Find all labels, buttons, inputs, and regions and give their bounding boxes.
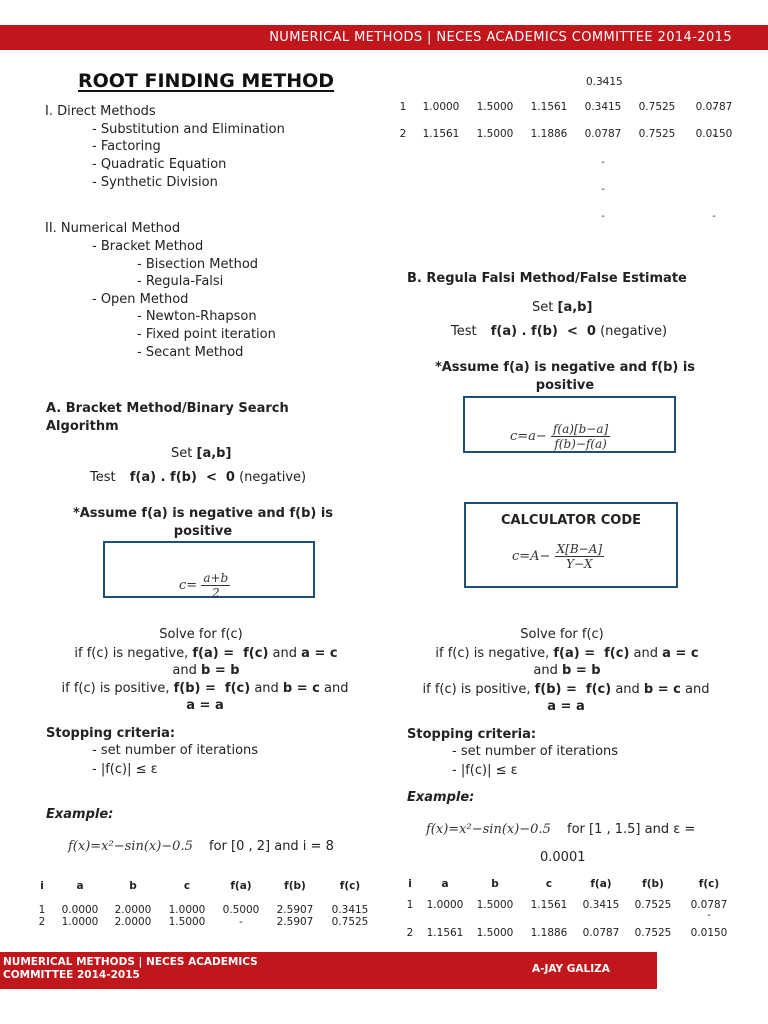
if-negative <box>407 645 727 679</box>
calculator-code-box <box>464 502 678 588</box>
table-cell <box>414 221 468 248</box>
test-note: (negative) <box>600 324 668 339</box>
table-row <box>392 113 744 140</box>
set-value: [a,b] <box>196 446 232 461</box>
formula-num: X[B−A] <box>556 542 603 556</box>
direct-item: - Factoring <box>92 139 161 154</box>
test-line <box>90 470 306 485</box>
if-positive <box>40 680 370 714</box>
table-cell: 1.1561 <box>530 101 568 113</box>
if-pos-pre: if f(c) is positive, <box>61 681 170 696</box>
if-pos-c: a = a <box>547 699 585 714</box>
table-cell: 1.1886 <box>530 927 568 939</box>
if-neg-b: a = c <box>662 646 699 661</box>
table-row <box>392 167 744 194</box>
numerical-heading: II. Numerical Method <box>45 221 181 236</box>
stopping-heading: Stopping criteria: <box>46 726 176 741</box>
test-expr: f(a) . f(b) < 0 <box>490 324 596 339</box>
formula-lhs: c=a− <box>510 429 547 444</box>
set-line <box>171 446 231 461</box>
formula-fraction <box>551 422 610 451</box>
table-cell: 1.0000 <box>168 904 206 916</box>
table-row <box>392 140 744 167</box>
table-cell: 1.0000 <box>426 899 464 911</box>
if-neg-and: and <box>172 663 197 678</box>
example-formula: f(x)=x²−sin(x)−0.5 <box>426 822 551 837</box>
table-cell <box>392 140 414 167</box>
formula-den: f(b)−f(a) <box>554 437 607 451</box>
table-header: b <box>129 880 137 892</box>
table-cell: 1.5000 <box>168 916 206 928</box>
table-cell: 0.7525 <box>331 916 369 928</box>
table-cell: 0.7525 <box>634 899 672 911</box>
table-cell <box>684 167 744 194</box>
table-cell <box>522 194 576 221</box>
solve-line: Solve for f(c) <box>159 627 243 642</box>
example-line <box>68 839 334 854</box>
table-header: i <box>408 878 412 890</box>
set-label: Set <box>532 300 554 315</box>
section-b-heading: B. Regula Falsi Method/False Estimate <box>407 271 687 286</box>
table-cell: - 0.3415 <box>576 890 626 920</box>
table-row <box>398 890 738 920</box>
table-cell: - 0.3415 <box>576 86 630 113</box>
bisection-table <box>30 880 378 928</box>
table-cell: 1 <box>38 904 46 916</box>
stop-item: - |f(c)| ≤ ε <box>452 763 518 778</box>
bisection-formula <box>179 571 230 600</box>
section-a-heading: A. Bracket Method/Binary Search Algorithm <box>46 401 289 434</box>
table-cell: 0.7525 <box>638 101 676 113</box>
table-cell <box>414 140 468 167</box>
table-cell: 1.0000 <box>422 101 460 113</box>
table-header: f(a) <box>230 880 252 892</box>
table-cell: 1.1561 <box>426 927 464 939</box>
table-cell: 1.1886 <box>530 128 568 140</box>
if-pos-and: and <box>254 681 279 696</box>
if-neg-c: b = b <box>201 663 240 678</box>
table-header-row <box>398 878 738 890</box>
example-condition: for [0 , 2] and i = 8 <box>209 839 334 854</box>
bisection-table-continued <box>392 86 744 248</box>
table-cell <box>392 167 414 194</box>
regula-falsi-table <box>398 878 738 946</box>
table-row <box>392 194 744 221</box>
table-cell <box>468 140 522 167</box>
table-row <box>392 221 744 248</box>
table-cell: 0.0787 <box>695 101 733 113</box>
table-cell: 0.5000 <box>222 904 260 916</box>
direct-item: - Substitution and Elimination <box>92 122 285 137</box>
table-cell-answer <box>522 221 576 248</box>
table-cell: 0.0787 <box>582 927 620 939</box>
direct-heading: I. Direct Methods <box>45 104 156 119</box>
table-cell <box>684 221 744 248</box>
table-header: f(b) <box>642 878 664 890</box>
calculator-formula <box>512 542 604 571</box>
test-line <box>451 324 667 339</box>
bracket-item: - Regula-Falsi <box>137 274 224 289</box>
table-header: f(c) <box>339 880 361 892</box>
table-cell <box>630 221 684 248</box>
if-neg-and: and <box>272 646 298 661</box>
table-cell: 0.0000 <box>61 904 99 916</box>
table-row <box>392 86 744 113</box>
formula-den: Y−X <box>566 557 593 571</box>
table-header: b <box>491 878 499 890</box>
table-header-row <box>30 880 378 892</box>
table-header: f(a) <box>590 878 612 890</box>
footer-author: A-JAY GALIZA <box>532 963 610 975</box>
open-item: - Secant Method <box>137 345 244 360</box>
open-item: - Newton-Rhapson <box>137 309 257 324</box>
regula-falsi-formula <box>510 422 610 451</box>
formula-num: f(a)[b−a] <box>552 422 609 436</box>
test-note: (negative) <box>239 470 307 485</box>
formula-den: 2 <box>211 586 220 600</box>
bracket-method: - Bracket Method <box>92 239 204 254</box>
if-pos-and: and <box>615 682 640 697</box>
formula-fraction <box>555 542 604 571</box>
example-heading: Example: <box>46 807 114 822</box>
table-cell <box>392 221 414 248</box>
if-negative <box>46 645 366 679</box>
if-pos-c: a = a <box>186 698 224 713</box>
table-cell <box>522 167 576 194</box>
header-text: NUMERICAL METHODS | NECES ACADEMICS COMMITTEE 2014-2015 <box>269 30 732 45</box>
set-value: [a,b] <box>557 300 593 315</box>
table-cell: - 0.0150 <box>684 113 744 140</box>
open-method: - Open Method <box>92 292 189 307</box>
if-pos-a: f(b) = f(c) <box>534 682 612 697</box>
table-cell <box>630 140 684 167</box>
table-cell: 1.5000 <box>476 101 514 113</box>
example-line <box>426 822 695 837</box>
open-item: - Fixed point iteration <box>137 327 276 342</box>
set-line <box>532 300 592 315</box>
table-cell: 0.3415 <box>331 904 369 916</box>
table-cell <box>684 140 744 167</box>
if-neg-b: a = c <box>301 646 338 661</box>
table-row <box>30 892 378 916</box>
table-cell <box>468 194 522 221</box>
calculator-code-title: CALCULATOR CODE <box>500 513 642 528</box>
table-cell: 2.5907 <box>276 904 314 916</box>
table-cell: 1.5000 <box>476 927 514 939</box>
table-cell <box>468 167 522 194</box>
stopping-heading: Stopping criteria: <box>407 727 537 742</box>
table-cell: 2 <box>399 128 407 140</box>
if-neg-and: and <box>533 663 558 678</box>
assume-note: *Assume f(a) is negative and f(b) is positive <box>434 360 696 393</box>
if-pos-a: f(b) = f(c) <box>173 681 251 696</box>
if-pos-and: and <box>324 681 349 696</box>
direct-item: - Synthetic Division <box>92 175 218 190</box>
table-cell <box>630 194 684 221</box>
assume-note: *Assume f(a) is negative and f(b) is positive <box>72 506 334 539</box>
test-label: Test <box>451 324 477 339</box>
bracket-item: - Bisection Method <box>137 257 259 272</box>
table-cell: 2 <box>406 927 414 939</box>
if-pos-b: b = c <box>282 681 320 696</box>
header-bar <box>0 25 768 50</box>
table-cell: 2.0000 <box>114 904 152 916</box>
table-header: c <box>183 880 191 892</box>
table-cell: 0.0787 <box>584 128 622 140</box>
table-cell <box>468 221 522 248</box>
table-cell: - <box>239 916 243 928</box>
if-neg-pre: if f(c) is negative, <box>435 646 550 661</box>
table-cell <box>630 167 684 194</box>
table-cell: 1 <box>406 899 414 911</box>
stop-item: - |f(c)| ≤ ε <box>92 762 158 777</box>
table-cell: 0.7525 <box>638 128 676 140</box>
formula-box <box>463 396 676 453</box>
formula-fraction <box>201 571 230 600</box>
table-header: f(b) <box>284 880 306 892</box>
table-cell: 1.1561 <box>422 128 460 140</box>
direct-item: - Quadratic Equation <box>92 157 227 172</box>
table-cell: 1.1561 <box>530 899 568 911</box>
example-heading: Example: <box>407 790 475 805</box>
table-header: a <box>76 880 84 892</box>
table-cell: 0.7525 <box>634 927 672 939</box>
test-expr: f(a) . f(b) < 0 <box>129 470 235 485</box>
formula-num: a+b <box>203 571 229 585</box>
table-cell: 1 <box>399 101 407 113</box>
table-cell: 0.0787 <box>690 899 728 911</box>
if-positive <box>401 681 731 715</box>
if-pos-pre: if f(c) is positive, <box>422 682 531 697</box>
if-neg-a: f(a) = f(c) <box>553 646 630 661</box>
formula-box <box>103 541 315 598</box>
if-pos-b: b = c <box>643 682 681 697</box>
if-neg-c: b = b <box>562 663 601 678</box>
test-label: Test <box>90 470 116 485</box>
table-cell: 1.5000 <box>476 128 514 140</box>
table-cell: 1.0000 <box>61 916 99 928</box>
stop-item: - set number of iterations <box>452 744 619 759</box>
stop-item: - set number of iterations <box>92 743 259 758</box>
table-cell: 2.5907 <box>276 916 314 928</box>
table-cell: 2.0000 <box>114 916 152 928</box>
if-pos-and: and <box>685 682 710 697</box>
example-formula: f(x)=x²−sin(x)−0.5 <box>68 839 193 854</box>
table-header: a <box>441 878 449 890</box>
table-row <box>30 916 378 928</box>
table-cell <box>576 221 630 248</box>
table-row <box>398 920 738 946</box>
table-cell <box>522 140 576 167</box>
table-header: f(c) <box>698 878 720 890</box>
table-cell: 1.5000 <box>476 899 514 911</box>
footer-bar <box>0 952 657 989</box>
table-cell <box>414 167 468 194</box>
formula-lhs: c=A− <box>512 549 551 564</box>
solve-line: Solve for f(c) <box>520 627 604 642</box>
example-condition: for [1 , 1.5] and ε = <box>567 822 696 837</box>
if-neg-and: and <box>633 646 659 661</box>
set-label: Set <box>171 446 193 461</box>
table-cell <box>414 194 468 221</box>
page-title: ROOT FINDING METHOD <box>78 70 335 92</box>
table-header: i <box>40 880 44 892</box>
table-cell: 2 <box>38 916 46 928</box>
table-cell <box>392 194 414 221</box>
if-neg-pre: if f(c) is negative, <box>74 646 189 661</box>
footer-left-text: NUMERICAL METHODS | NECES ACADEMICS COMMITTEE 2014-2015 <box>3 956 258 981</box>
table-header: c <box>545 878 553 890</box>
example-epsilon: 0.0001 <box>540 850 586 865</box>
carried-value: 0.3415 <box>586 76 623 88</box>
formula-lhs: c= <box>179 578 198 593</box>
if-neg-a: f(a) = f(c) <box>192 646 269 661</box>
table-cell: - 0.0150 <box>680 920 738 946</box>
